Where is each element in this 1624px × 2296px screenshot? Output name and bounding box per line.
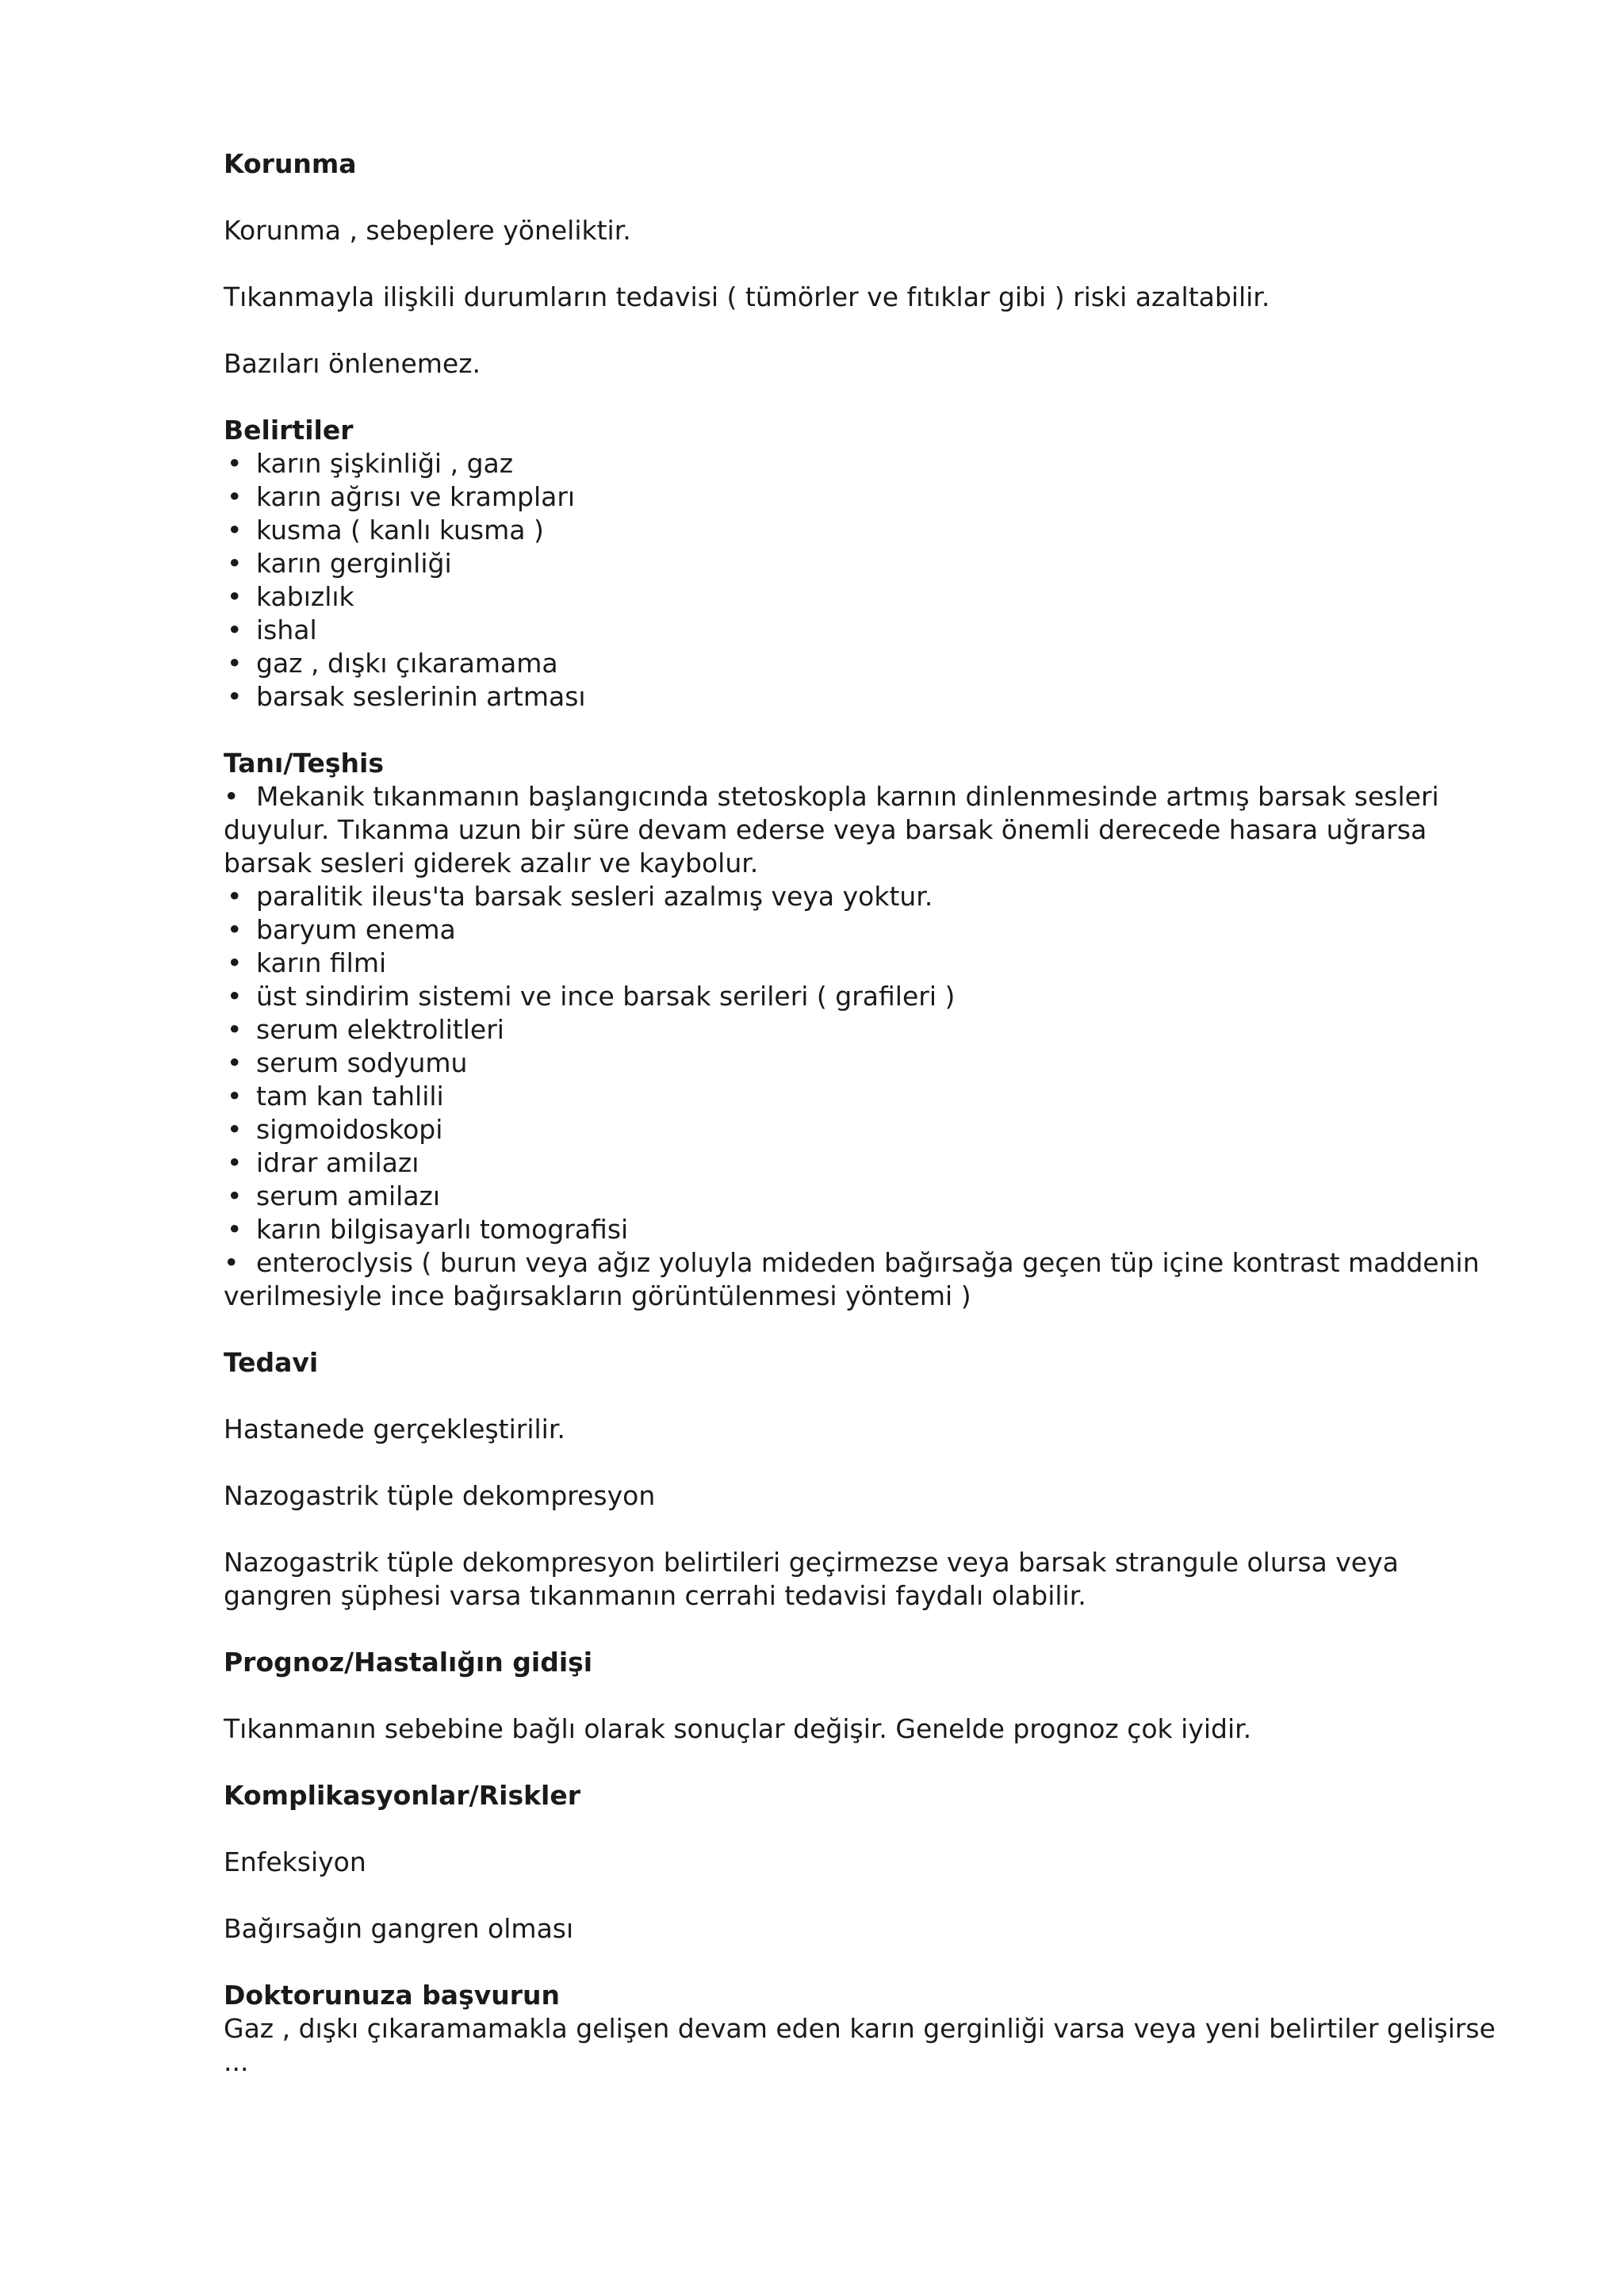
list-item-text: baryum enema <box>256 914 456 945</box>
list-item <box>224 647 1497 680</box>
list-item-text: tam kan tahlili <box>256 1081 444 1112</box>
bullet-icon: • <box>227 481 243 512</box>
list-item <box>224 547 1497 580</box>
heading-tani-teshis: Tanı/Teşhis <box>224 748 384 779</box>
bullet-icon: • <box>227 1047 243 1078</box>
list-item <box>224 580 1497 614</box>
heading-korunma: Korunma <box>224 148 357 179</box>
list-item-text: serum amilazı <box>256 1181 441 1211</box>
list-item-text: kusma ( kanlı kusma ) <box>256 515 544 545</box>
korunma-paragraph-3: Bazıları önlenemez. <box>224 348 481 379</box>
list-item-text: paralitik ileus'ta barsak sesleri azalmış veya yoktur. <box>256 881 933 912</box>
bullet-icon: • <box>227 681 243 712</box>
list-item-text: karın gerginliği <box>256 548 452 579</box>
bullet-icon: • <box>227 548 243 579</box>
list-item <box>224 1113 1497 1146</box>
doktor-paragraph-1: Gaz , dışkı çıkaramamakla gelişen devam eden karın gerginliği varsa veya yeni belirtiler gelişirse ... <box>224 2013 1496 2077</box>
list-item-text: karın bilgisayarlı tomografisi <box>256 1214 629 1245</box>
list-item-text: karın ağrısı ve krampları <box>256 481 576 512</box>
list-item <box>224 514 1497 547</box>
bullet-icon: • <box>227 914 243 945</box>
bullet-icon: • <box>227 981 243 1012</box>
bullet-icon: • <box>227 881 243 912</box>
list-item-text: barsak seslerinin artması <box>256 681 586 712</box>
bullet-icon: • <box>227 947 243 978</box>
heading-tedavi: Tedavi <box>224 1347 319 1378</box>
bullet-icon: • <box>227 581 243 612</box>
bullet-icon: • <box>227 614 243 645</box>
bullet-icon: • <box>227 448 243 479</box>
list-item-text: karın şişkinliği , gaz <box>256 448 514 479</box>
list-item <box>224 980 1497 1013</box>
komplikasyon-paragraph-1: Enfeksiyon <box>224 1846 366 1877</box>
document-body <box>224 147 1497 2079</box>
bullet-icon: • <box>224 1247 239 1278</box>
list-item-text: idrar amilazı <box>256 1147 419 1178</box>
list-item <box>224 947 1497 980</box>
bullet-icon: • <box>224 781 239 812</box>
list-item <box>224 480 1497 514</box>
heading-komplikasyonlar: Komplikasyonlar/Riskler <box>224 1780 581 1811</box>
list-item-text: kabızlık <box>256 581 354 612</box>
list-item-text: ishal <box>256 614 317 645</box>
bullet-icon: • <box>227 1147 243 1178</box>
list-item-text: karın filmi <box>256 947 387 978</box>
tani-list <box>224 780 1497 1313</box>
bullet-icon: • <box>227 1014 243 1045</box>
korunma-paragraph-1: Korunma , sebeplere yöneliktir. <box>224 215 631 246</box>
list-item <box>224 614 1497 647</box>
bullet-icon: • <box>227 1181 243 1211</box>
list-item <box>224 1180 1497 1213</box>
list-item-text: serum elektrolitleri <box>256 1014 504 1045</box>
list-item <box>224 1146 1497 1180</box>
prognoz-paragraph-1: Tıkanmanın sebebine bağlı olarak sonuçlar değişir. Genelde prognoz çok iyidir. <box>224 1713 1252 1744</box>
list-item-text: üst sindirim sistemi ve ince barsak serileri ( grafileri ) <box>256 981 956 1012</box>
tedavi-paragraph-3: Nazogastrik tüple dekompresyon belirtileri geçirmezse veya barsak strangule olursa veya gangren şüphesi varsa tıkanmanın cerrahi tedavisi faydalı olabilir. <box>224 1547 1399 1611</box>
tedavi-paragraph-1: Hastanede gerçekleştirilir. <box>224 1414 565 1445</box>
list-item <box>224 680 1497 714</box>
heading-doktorunuza-basvurun: Doktorunuza başvurun <box>224 1980 560 2011</box>
heading-prognoz: Prognoz/Hastalığın gidişi <box>224 1647 593 1678</box>
list-item <box>224 1047 1497 1080</box>
list-item <box>224 880 1497 913</box>
bullet-icon: • <box>227 1114 243 1145</box>
list-item <box>224 447 1497 480</box>
komplikasyon-paragraph-2: Bağırsağın gangren olması <box>224 1913 574 1944</box>
belirtiler-list <box>224 447 1497 714</box>
heading-belirtiler: Belirtiler <box>224 415 354 446</box>
list-item <box>224 780 1497 880</box>
tedavi-paragraph-2: Nazogastrik tüple dekompresyon <box>224 1480 656 1511</box>
korunma-paragraph-2: Tıkanmayla ilişkili durumların tedavisi ( tümörler ve fıtıklar gibi ) riski azaltabilir. <box>224 281 1270 312</box>
list-item-text: sigmoidoskopi <box>256 1114 443 1145</box>
list-item-text: serum sodyumu <box>256 1047 468 1078</box>
list-item-text: Mekanik tıkanmanın başlangıcında stetoskopla karnın dinlenmesinde artmış barsak sesleri duyulur. Tıkanma uzun bir süre devam ederse veya barsak önemli derecede hasara uğrarsa barsak sesleri giderek azalır ve kaybolur. <box>224 781 1439 878</box>
list-item <box>224 1013 1497 1047</box>
list-item <box>224 913 1497 947</box>
bullet-icon: • <box>227 1214 243 1245</box>
list-item-text: gaz , dışkı çıkaramama <box>256 648 558 679</box>
list-item <box>224 1213 1497 1246</box>
bullet-icon: • <box>227 515 243 545</box>
list-item-text: enteroclysis ( burun veya ağız yoluyla mideden bağırsağa geçen tüp içine kontrast maddenin verilmesiyle ince bağırsakların görüntülenmesi yöntemi ) <box>224 1247 1480 1311</box>
list-item <box>224 1246 1497 1313</box>
bullet-icon: • <box>227 648 243 679</box>
list-item <box>224 1080 1497 1113</box>
bullet-icon: • <box>227 1081 243 1112</box>
